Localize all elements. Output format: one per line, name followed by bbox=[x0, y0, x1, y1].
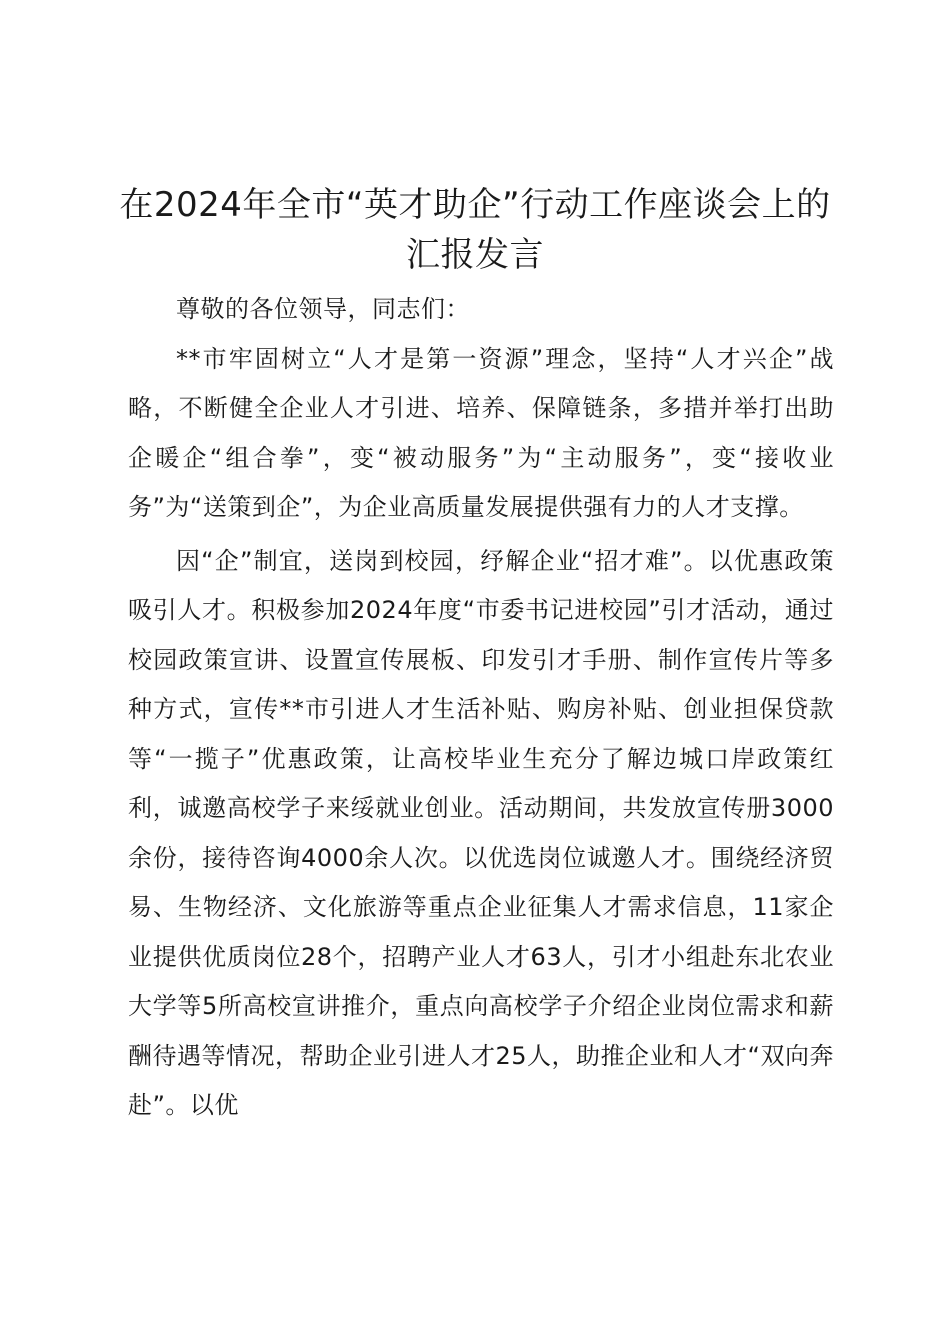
salutation-paragraph: 尊敬的各位领导，同志们： bbox=[176, 295, 470, 323]
intro-paragraph: **市牢固树立“人才是第一资源”理念，坚持“人才兴企”战略，不断健全企业人才引进、培养、保障链条，多措并举打出助企暖企“组合拳”，变“被动服务”为“主动服务”，变“接收业务”为“送策到企”，为企业高质量发展提供强有力的人才支撑。 bbox=[128, 344, 834, 521]
document-title: 在2024年全市“英才助企”行动工作座谈会上的汇报发言 bbox=[119, 185, 831, 275]
document-body bbox=[128, 285, 834, 1131]
body-paragraph: 因“企”制宜，送岗到校园，纾解企业“招才难”。以优惠政策吸引人才。积极参加2024年度“市委书记进校园”引才活动，通过校园政策宣讲、设置宣传展板、印发引才手册、制作宣传片等多种方式，宣传**市引进人才生活补贴、购房补贴、创业担保贷款等“一揽子”优惠政策，让高校毕业生充分了解边城口岸政策红利，诚邀高校学子来绥就业创业。活动期间，共发放宣传册3000余份，接待咨询4000余人次。以优选岗位诚邀人才。围绕经济贸易、生物经济、文化旅游等重点企业征集人才需求信息，11家企业提供优质岗位28个，招聘产业人才63人，引才小组赴东北农业大学等5所高校宣讲推介，重点向高校学子介绍企业岗位需求和薪酬待遇等情况，帮助企业引进人才25人，助推企业和人才“双向奔赴”。以优 bbox=[128, 546, 834, 1119]
